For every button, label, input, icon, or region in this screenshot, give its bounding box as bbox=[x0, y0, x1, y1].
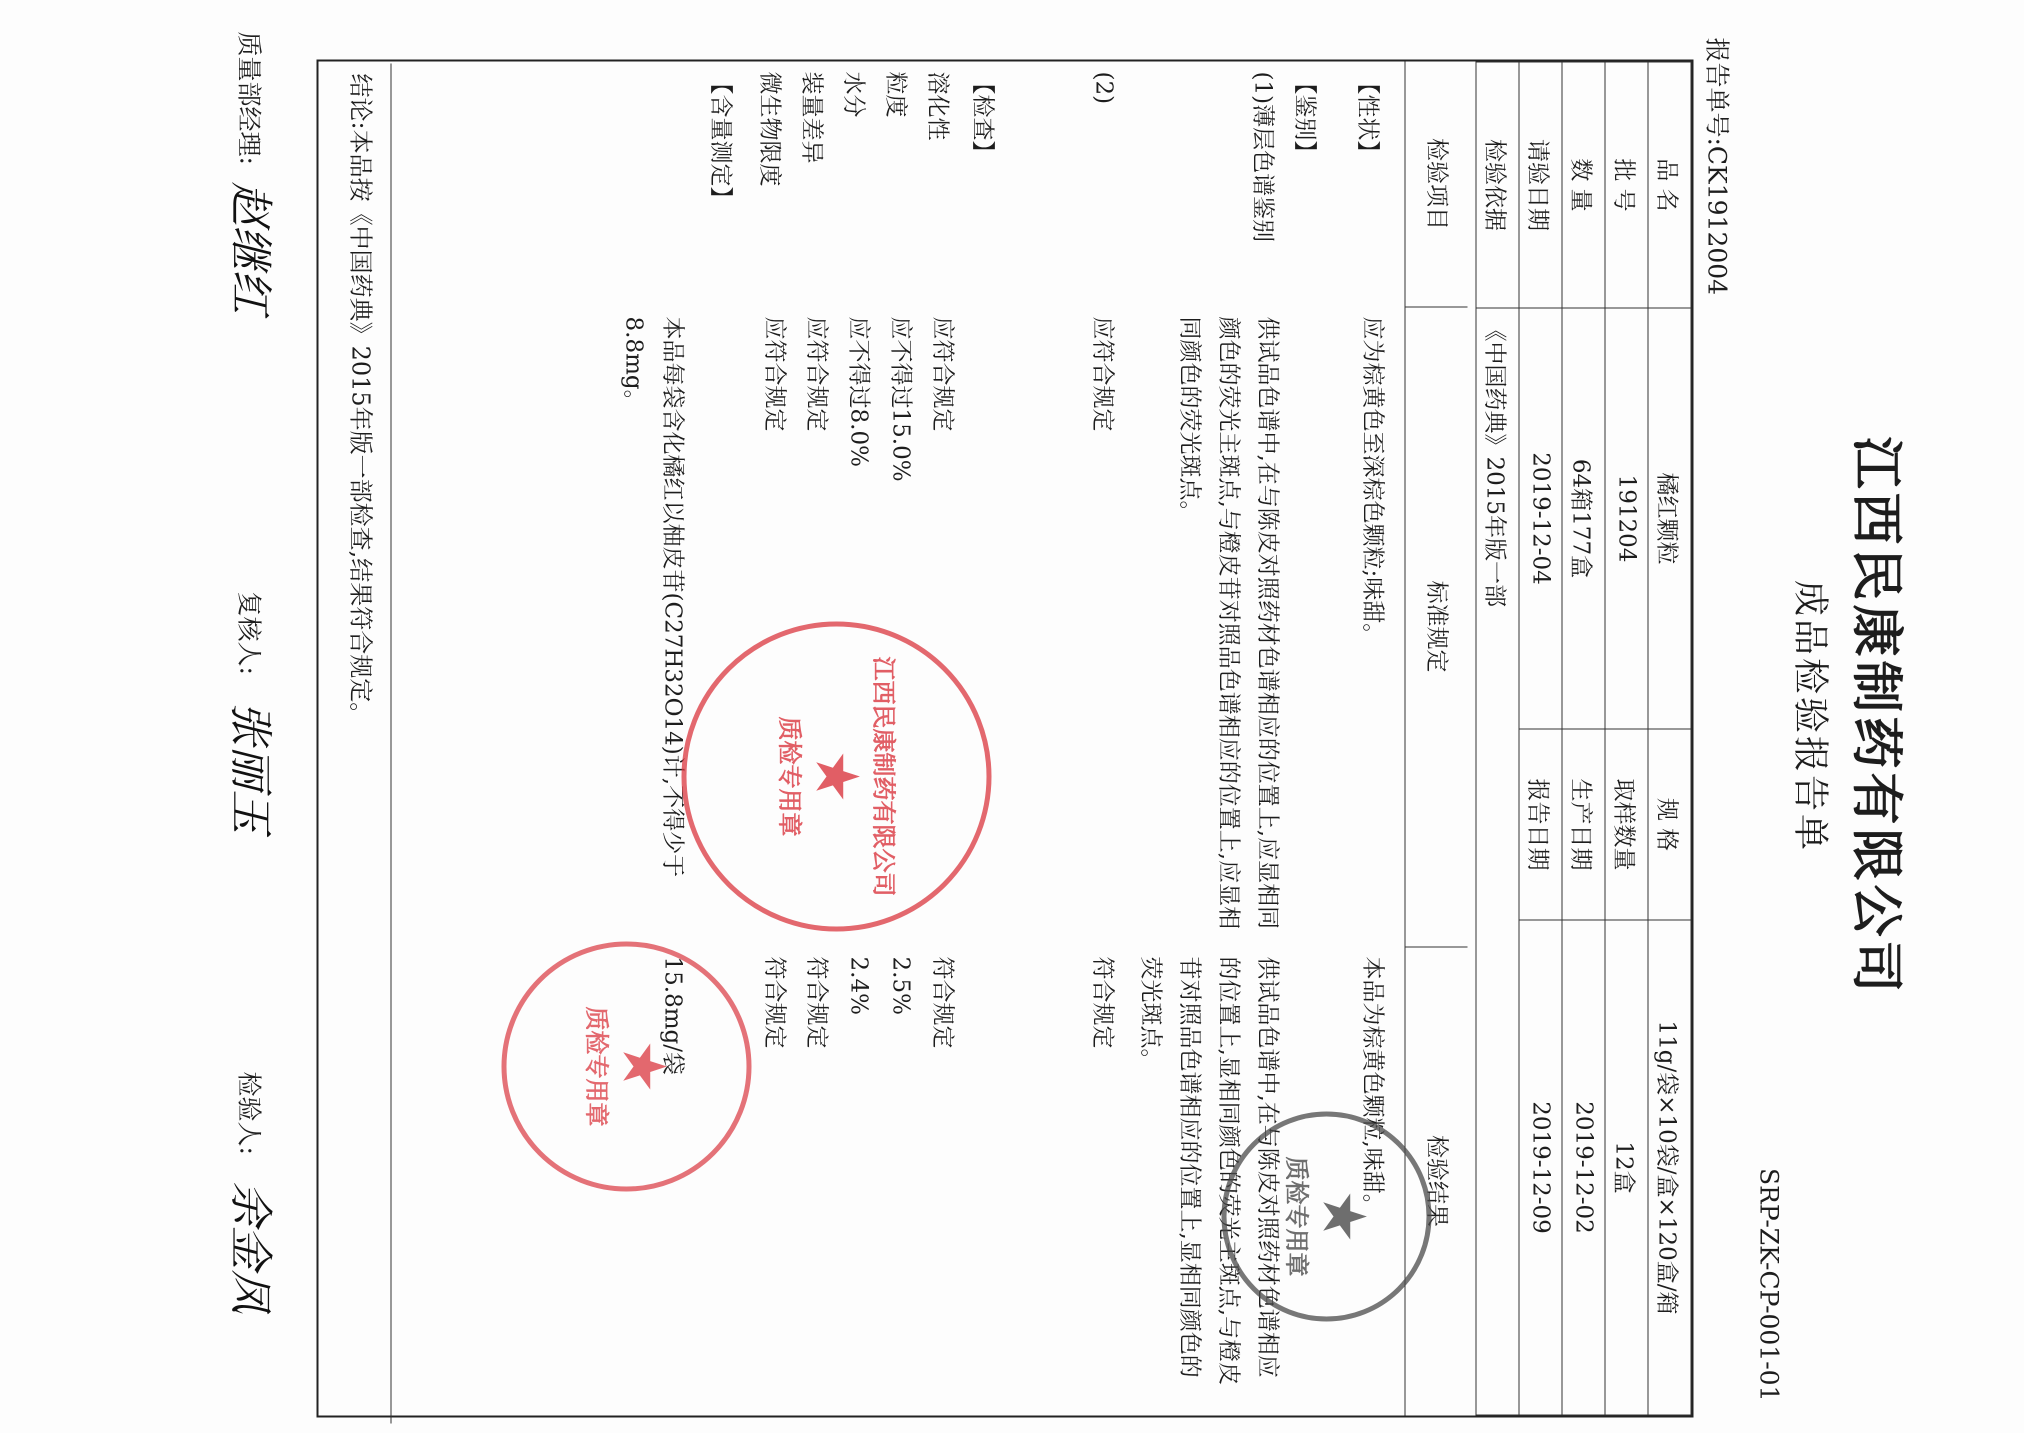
info-table bbox=[1476, 62, 1692, 1416]
granularity-result: 2.5% bbox=[887, 956, 914, 1015]
header-item: 检验项目 bbox=[1406, 62, 1468, 308]
section-assay: 【含量测定】 bbox=[707, 71, 734, 210]
batch-value: 191204 bbox=[1605, 308, 1648, 729]
water-standard: 应不得过8.0% bbox=[845, 316, 872, 467]
tlc-standard: 供试品色谱中,在与陈皮对照药材色谱相应的位置上,应显相同颜色的荧光主斑点,与橙皮苷对照品色谱相应的位置上,应显相同颜色的荧光斑点。 bbox=[1176, 316, 1281, 930]
report-number: 报告单号:CK1912004 bbox=[1702, 37, 1732, 296]
fill-variation-result: 符合规定 bbox=[803, 956, 830, 1049]
fill-variation-standard: 应符合规定 bbox=[803, 316, 830, 432]
seal-star-icon: ★ bbox=[801, 749, 872, 804]
seal-qc-role: 质检专用章 bbox=[582, 1006, 612, 1127]
sample-label: 取样数量 bbox=[1605, 729, 1648, 920]
manager-signature: 赵继红 bbox=[224, 181, 276, 314]
quantity-label: 数 量 bbox=[1562, 62, 1605, 308]
conclusion: 结论:本品按《中国药典》2015年版一部检查,结果符合规定。 bbox=[321, 64, 392, 1424]
quantity-value: 64箱177盒 bbox=[1562, 308, 1605, 729]
seal-star-icon: ★ bbox=[1308, 1189, 1379, 1244]
granularity-item: 粒度 bbox=[882, 71, 909, 118]
seal-star-icon: ★ bbox=[608, 1039, 679, 1094]
form-code: SRP-ZK-CP-001-01 bbox=[1754, 1167, 1784, 1402]
header-result: 检验结果 bbox=[1423, 1135, 1450, 1227]
seal-company-role: 质检专用章 bbox=[775, 716, 805, 837]
company-name: 江西民康制药有限公司 bbox=[1845, 436, 1907, 997]
report-date-value: 2019-12-09 bbox=[1519, 920, 1562, 1415]
section-identification: 【鉴别】 bbox=[1291, 71, 1318, 164]
red-seal-company bbox=[682, 622, 992, 932]
seal-company-name: 江西民康制药有限公司 bbox=[869, 656, 899, 897]
granularity-standard: 应不得过15.0% bbox=[887, 316, 914, 482]
microbial-standard: 应符合规定 bbox=[761, 316, 788, 432]
request-date-value: 2019-12-04 bbox=[1519, 308, 1562, 729]
tlc-result: 供试品色谱中,在与陈皮对照药材色谱相应的位置上,显相同颜色的荧光主斑点,与橙皮苷对照品色谱相应的位置上,显相同颜色的荧光斑点。 bbox=[1137, 956, 1281, 1386]
section-character: 【性状】 bbox=[1354, 71, 1381, 164]
production-date-value: 2019-12-02 bbox=[1562, 920, 1605, 1415]
red-seal-qc bbox=[502, 942, 752, 1192]
water-result: 2.4% bbox=[845, 956, 872, 1015]
product-label: 品 名 bbox=[1648, 62, 1691, 308]
inspector-signature: 余金凤 bbox=[224, 1181, 276, 1314]
product-value: 橘红颗粒 bbox=[1648, 308, 1691, 729]
id2-item: (2) bbox=[1090, 71, 1117, 105]
id2-result: 符合规定 bbox=[1089, 956, 1116, 1049]
header-standard: 标准规定 bbox=[1406, 307, 1468, 948]
character-standard: 应为棕黄色至深棕色颗粒;味甜。 bbox=[1359, 316, 1386, 647]
seal-grey-role: 质检专用章 bbox=[1282, 1156, 1312, 1277]
assay-result: 15.8mg/袋 bbox=[659, 956, 686, 1075]
basis-label: 检验依据 bbox=[1476, 62, 1519, 308]
assay-standard: 本品每袋含化橘红以柚皮苷(C27H32O14)计,不得少于8.8mg。 bbox=[620, 316, 686, 878]
spec-label: 规 格 bbox=[1648, 729, 1691, 920]
request-date-label: 请验日期 bbox=[1519, 62, 1562, 308]
basis-value: 《中国药典》2015年版一部 bbox=[1476, 308, 1519, 1415]
grey-seal-qc bbox=[1222, 1112, 1432, 1322]
water-item: 水分 bbox=[840, 71, 867, 118]
manager-label: 质量部经理: bbox=[234, 31, 264, 165]
fill-variation-item: 装量差异 bbox=[798, 71, 825, 164]
production-date-label: 生产日期 bbox=[1562, 729, 1605, 920]
batch-label: 批 号 bbox=[1605, 62, 1648, 308]
section-check: 【检查】 bbox=[969, 71, 996, 164]
id2-standard: 应符合规定 bbox=[1089, 316, 1116, 432]
reviewer-label: 复核人: bbox=[234, 591, 264, 675]
report-table bbox=[317, 60, 1694, 1418]
reviewer-signature: 张丽玉 bbox=[224, 701, 276, 834]
solubility-result: 符合规定 bbox=[929, 956, 956, 1049]
solubility-standard: 应符合规定 bbox=[929, 316, 956, 432]
tlc-item: (1)薄层色谱鉴别 bbox=[1249, 71, 1276, 243]
solubility-item: 溶化性 bbox=[924, 71, 951, 141]
report-date-label: 报告日期 bbox=[1519, 729, 1562, 920]
spec-value: 11g/袋×10袋/盒×120盒/箱 bbox=[1648, 920, 1691, 1415]
report-title: 成品检验报告单 bbox=[1789, 579, 1831, 853]
microbial-result: 符合规定 bbox=[761, 956, 788, 1049]
report-sheet bbox=[26, 0, 1999, 1433]
sample-value: 12盒 bbox=[1605, 920, 1648, 1415]
inspector-label: 检验人: bbox=[234, 1071, 264, 1155]
character-result: 本品为棕黄色颗粒,味甜。 bbox=[1359, 956, 1386, 1217]
microbial-item: 微生物限度 bbox=[756, 71, 783, 187]
